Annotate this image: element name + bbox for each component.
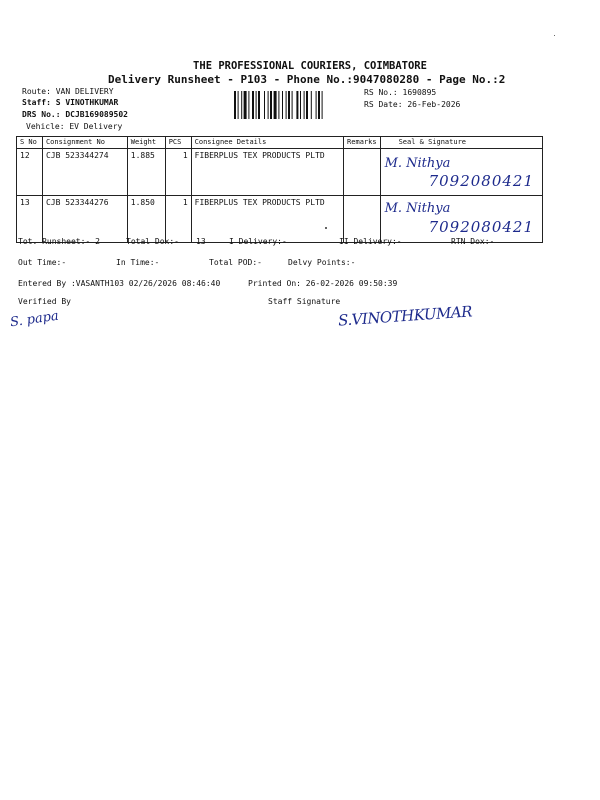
receiver-signature-phone: 7092080421 [428, 218, 534, 236]
cell-weight: 1.885 [127, 149, 165, 196]
entered-by: Entered By :VASANTH103 02/26/2026 08:46:40 [18, 279, 221, 288]
barcode [234, 91, 360, 119]
cell-sno: 12 [17, 149, 43, 196]
cell-consignment: CJB 523344276 [42, 196, 127, 243]
cell-sno: 13 [17, 196, 43, 243]
in-time: In Time:- [116, 258, 160, 267]
cell-pcs: 1 [165, 149, 191, 196]
col-consignment: Consignment No [42, 137, 127, 149]
col-seal-signature: Seal & Signature [380, 137, 542, 149]
ink-speck [325, 227, 327, 229]
consignee-text: FIBERPLUS TEX PRODUCTS PLTD [194, 198, 325, 207]
cell-signature [380, 196, 542, 243]
col-consignee: Consignee Details [191, 137, 343, 149]
drs-number: DRS No.: DCJB169089502 [22, 110, 128, 119]
printed-on: Printed On: 26-02-2026 09:50:39 [248, 279, 398, 288]
receiver-signature-name: M. Nithya [384, 201, 451, 216]
staff-signature-label: Staff Signature [268, 297, 341, 306]
i-delivery: I Delivery:- [229, 237, 287, 246]
verifier-signature: S. papa [9, 308, 60, 331]
col-weight: Weight [127, 137, 165, 149]
col-pcs: PCS [165, 137, 191, 149]
out-time: Out Time:- [18, 258, 67, 267]
verified-by-label: Verified By [18, 297, 71, 306]
vehicle-label: Vehicle: EV Delivery [26, 122, 123, 131]
cell-consignment: CJB 523344274 [42, 149, 127, 196]
cell-signature [380, 149, 542, 196]
receiver-signature-phone: 7092080421 [428, 172, 534, 190]
total-dox-value: 13 [196, 237, 206, 246]
total-pod: Total POD:- [209, 258, 262, 267]
total-dox-label: Total Dox:- [126, 237, 179, 246]
rs-date: RS Date: 26-Feb-2026 [364, 100, 461, 109]
staff-label: Staff: S VINOTHKUMAR [22, 98, 119, 107]
table-row [17, 149, 543, 196]
cell-consignee [191, 196, 343, 243]
route-label: Route: VAN DELIVERY [22, 87, 114, 96]
rs-number: RS No.: 1690895 [364, 88, 437, 97]
tot-runsheet: Tot. Runsheet:- 2 [18, 237, 100, 246]
company-title: THE PROFESSIONAL COURIERS, COIMBATORE [193, 60, 427, 72]
staff-signature: S.VINOTHKUMAR [337, 302, 473, 330]
ii-delivery: II Delivery:- [339, 237, 402, 246]
col-sno: S No [17, 137, 43, 149]
corner-speck [554, 35, 555, 36]
table-row [17, 196, 543, 243]
rtn-dox: RTN Dox:- [451, 237, 495, 246]
cell-weight: 1.850 [127, 196, 165, 243]
cell-remarks [344, 149, 381, 196]
cell-pcs: 1 [165, 196, 191, 243]
runsheet-subtitle: Delivery Runsheet - P103 - Phone No.:9047080280 - Page No.:2 [108, 73, 506, 86]
col-remarks: Remarks [344, 137, 381, 149]
cell-consignee: FIBERPLUS TEX PRODUCTS PLTD [191, 149, 343, 196]
runsheet-table [16, 136, 543, 243]
cell-remarks [344, 196, 381, 243]
receiver-signature-name: M. Nithya [384, 156, 451, 171]
delvy-points: Delvy Points:- [288, 258, 356, 267]
